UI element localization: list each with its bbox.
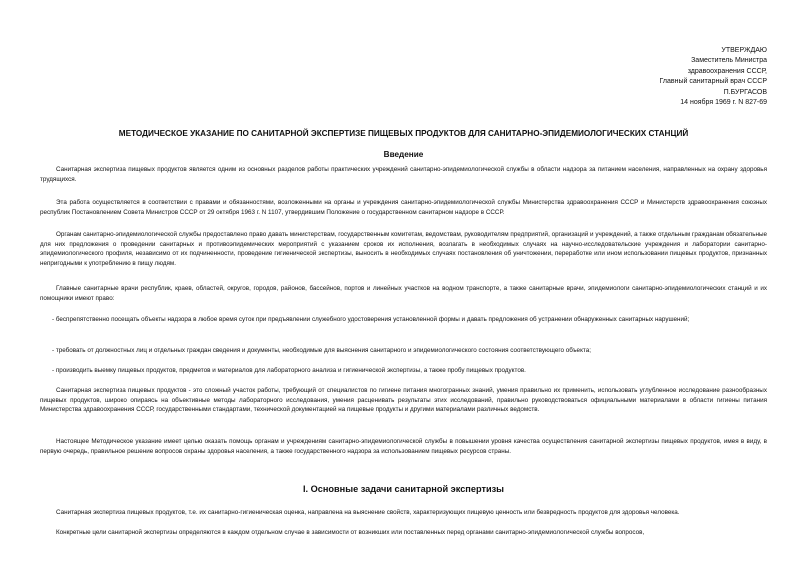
list-item: - требовать от должностных лиц и отдельных граждан сведения и документы, необходимые для выяснения санитарного и эпидемиологического состояния соответствующего объекта; <box>52 347 591 354</box>
document-title: МЕТОДИЧЕСКОЕ УКАЗАНИЕ ПО САНИТАРНОЙ ЭКСПЕРТИЗЕ ПИЩЕВЫХ ПРОДУКТОВ ДЛЯ САНИТАРНО-ЭПИДЕМИОЛОГИЧЕСКИХ СТАНЦИЙ <box>118 129 689 138</box>
approval-signature: П.БУРГАСОВ <box>723 88 767 96</box>
paragraph: Настоящее Методическое указание имеет целью оказать помощь органам и учреждениям санитарно-эпидемиологической службы в повышении уровня качества осуществления санитарной экспертизы пищевых продуктов, имея в виду, в первую очередь, правильное решение вопросов охраны здоровья населения, а также государственного надзора за использованием пищевых ресурсов страны. <box>40 438 767 455</box>
approval-line: здравоохранения СССР, <box>687 67 767 75</box>
section-heading: I. Основные задачи санитарной экспертизы <box>302 484 505 494</box>
paragraph: Санитарная экспертиза пищевых продуктов, т.е. их санитарно-гигиеническая оценка, направлена на выяснение свойств, характеризующих пищевую ценность или безвредность продуктов для здоровья человека. <box>56 509 680 516</box>
list-item: - беспрепятственно посещать объекты надзора в любое время суток при предъявлении служебного удостоверения установленной формы и давать предложения об устранении обнаруженных санитарных нарушений; <box>52 316 690 323</box>
approval-line: УТВЕРЖДАЮ <box>721 47 767 54</box>
paragraph: Санитарная экспертиза пищевых продуктов - это сложный участок работы, требующий от специалистов по гигиене питания многогранных знаний, умения правильно их применить, использовать углубленное исследование разнообразных пищевых продуктов, широко опираясь на объективные методы лабораторного исследования, умения расценивать результаты этих исследований, правильно руководствоваться официальными материалами в области гигиены питания Министерства здравоохранения СССР, государственными стандартами, технической документацией на пищевые продукты и другими материалами различных ведомств. <box>40 387 767 414</box>
approval-line: Заместитель Министра <box>691 57 767 65</box>
approval-date: 14 ноября 1969 г. N 827-69 <box>680 99 767 107</box>
approval-line: Главный санитарный врач СССР <box>659 78 767 86</box>
list-item: - производить выемку пищевых продуктов, предметов и материалов для лабораторного анализа и гигиенической экспертизы, а также пробу пищевых продуктов. <box>52 367 526 374</box>
paragraph: Конкретные цели санитарной экспертизы определяются в каждом отдельном случае в зависимости от возникших или поставленных перед органами санитарно-эпидемиологической службы вопросов, <box>56 529 645 536</box>
paragraph: Органам санитарно-эпидемиологической службы предоставлено право давать министерствам, государственным комитетам, ведомствам, руководителям предприятий, организаций и учреждений, а также отдельным гражданам обязательные для них предложения о проведении санитарных и противоэпидемических мероприятий с указанием сроков их исполнения, возлагать в необходимых случаях на научно-исследовательские учреждения и лаборатории санитарно-эпидемиологического профиля, независимо от их подчиненности, проведение гигиенической экспертизы, выносить в необходимых случаях постановления об уничтожении, переработке или ином использовании пищевых продуктов, признанных непригодными к употреблению в пищу людям. <box>40 231 767 267</box>
approval-block <box>660 46 767 108</box>
paragraph: Эта работа осуществляется в соответствии с правами и обязанностями, возложенными на органы и учреждения санитарно-эпидемиологической службы Министерства здравоохранения СССР и Министерств здравоохранения союзных республик Постановлением Совета Министров СССР от 29 октября 1963 г. N 1107, утвердившим Положение о государственном санитарном надзоре в СССР. <box>40 199 767 216</box>
paragraph: Санитарная экспертиза пищевых продуктов является одним из основных разделов работы практических учреждений санитарно-эпидемиологической службы в области надзора за питанием населения, направленных на охрану здоровья трудящихся. <box>40 166 767 183</box>
intro-heading: Введение <box>383 150 424 159</box>
paragraph: Главные санитарные врачи республик, краев, областей, округов, городов, районов, бассейнов, портов и линейных участков на водном транспорте, а также санитарные врачи, эпидемиологи санитарно-эпидемиологических станций и их помощники имеют право: <box>40 285 767 302</box>
